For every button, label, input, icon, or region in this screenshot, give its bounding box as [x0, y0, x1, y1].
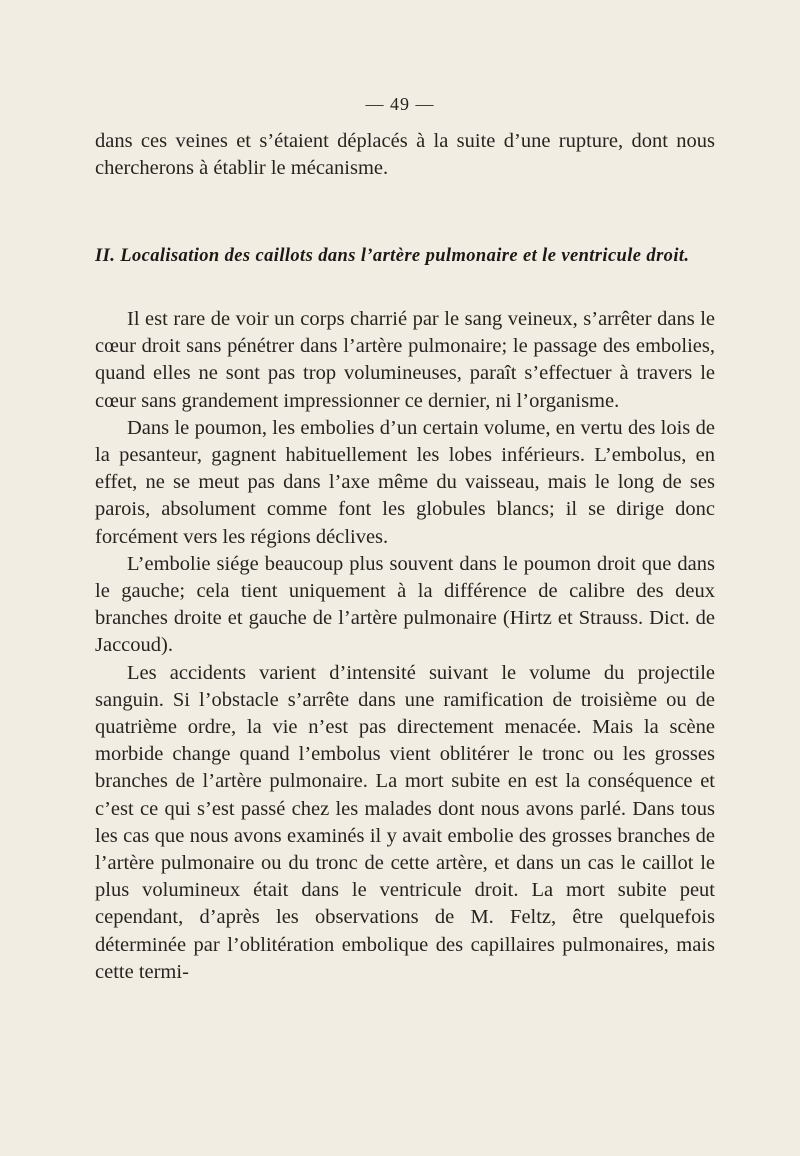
main-text: [95, 306, 715, 986]
paragraph: L’embolie siége beaucoup plus souvent dans le poumon droit que dans le gauche; cela tient uniquement à la différence de calibre des deux branches droite et gauche de l’artère pulmonaire (Hirtz et Strauss. Dict. de Jaccoud).: [95, 552, 715, 657]
paragraph: Il est rare de voir un corps charrié par le sang veineux, s’arrêter dans le cœur droit sans pénétrer dans l’artère pulmonaire; le passage des embolies, quand elles ne sont pas trop volumineuses, paraît s’effectuer à travers le cœur sans grandement impressionner ce dernier, ni l’organisme.: [95, 308, 715, 412]
page-number: — 49 —: [365, 94, 435, 114]
paragraph: dans ces veines et s’étaient déplacés à la suite d’une rupture, dont nous chercherons à établir le mécanisme.: [95, 130, 715, 180]
paragraph: Dans le poumon, les embolies d’un certain volume, en vertu des lois de la pesanteur, gagnent habituellement les lobes inférieurs. L’embolus, en effet, ne se meut pas dans l’axe même du vaisseau, mais le long de ses parois, absolument comme font les globules blancs; il se dirige donc forcément vers les régions déclives.: [95, 416, 715, 548]
lead-paragraph: [95, 128, 715, 182]
section-heading: II. Localisation des caillots dans l’artère pulmonaire et le ventricule droit.: [95, 246, 690, 266]
paragraph: Les accidents varient d’intensité suivant le volume du projectile sanguin. Si l’obstacle s’arrête dans une ramification de troisième ou de quatrième ordre, la vie n’est pas directement menacée. Mais la scène morbide change quand l’embolus vient oblitérer le tronc ou les grosses branches de l’artère pulmonaire. La mort subite en est la conséquence et c’est ce qui s’est passé chez les malades dont nous avons parlé. Dans tous les cas que nous avons examinés il y avait embolie des grosses branches de l’artère pulmonaire ou du tronc de cette artère, et dans un cas le caillot le plus volumineux était dans le ventricule droit. La mort subite peut cependant, d’après les observations de M. Feltz, être quelquefois déterminée par l’oblitération embolique des capillaires pulmonaires, mais cette termi-: [95, 661, 715, 983]
